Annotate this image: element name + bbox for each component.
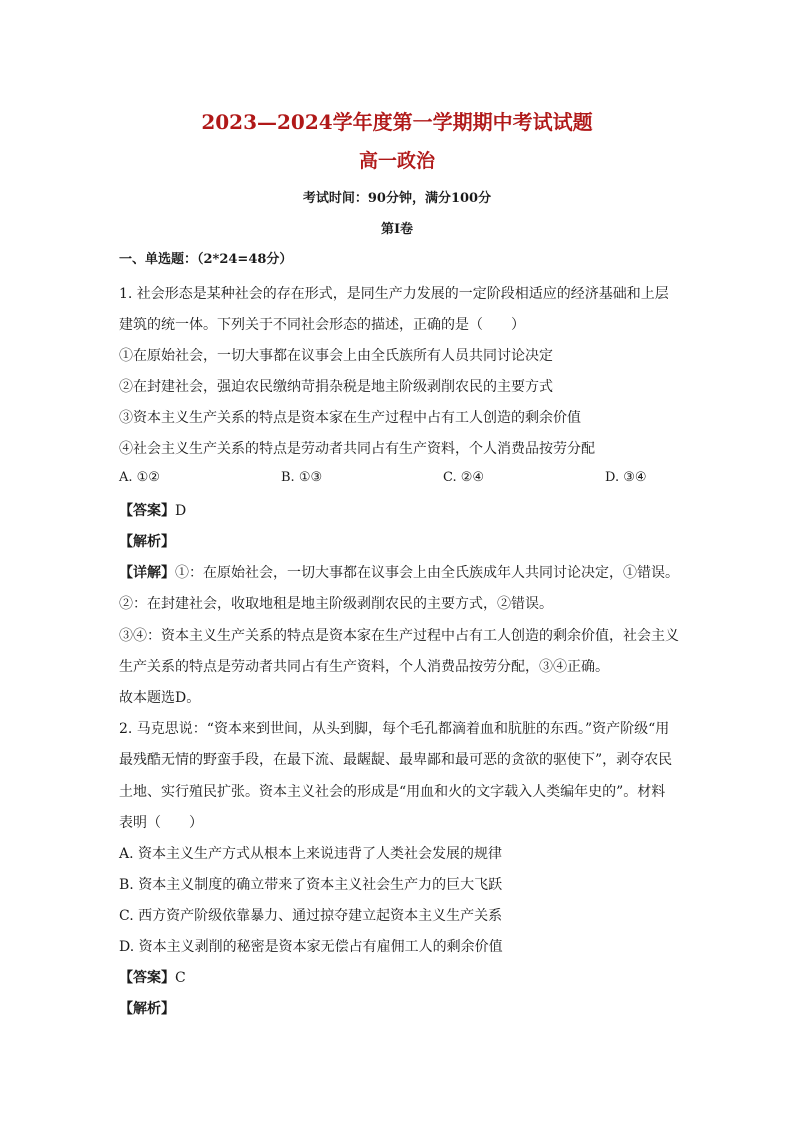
q2-stem-line2: 最残酷无情的野蛮手段，在最下流、最龌龊、最卑鄙和最可恶的贪欲的驱使下”，剥夺农民	[119, 752, 673, 768]
exam-title: 2023—2024学年度第一学期期中考试试题	[201, 110, 593, 134]
q1-detail-line1	[119, 562, 679, 582]
q2-stem-line1: 2. 马克思说：“资本来到世间，从头到脚，每个毛孔都滴着血和肮脏的东西。”资产阶级“用	[119, 721, 670, 737]
q1-item-2: ②在封建社会，强迫农民缴纳苛捐杂税是地主阶级剥削农民的主要方式	[119, 379, 553, 395]
q1-item-4: ④社会主义生产关系的特点是劳动者共同占有生产资料，个人消费品按劳分配	[119, 441, 595, 457]
q1-item-1: ①在原始社会，一切大事都在议事会上由全氏族所有人员共同讨论决定	[119, 348, 553, 364]
q1-item-3: ③资本主义生产关系的特点是资本家在生产过程中占有工人创造的剩余价值	[119, 410, 581, 426]
q2-option-a: A. 资本主义生产方式从根本上来说违背了人类社会发展的规律	[119, 846, 503, 862]
exam-info: 考试时间：90分钟，满分100分	[302, 191, 492, 206]
q1-answer	[119, 500, 186, 520]
q1-option-d: D. ③④	[605, 470, 647, 485]
q2-option-d: D. 资本主义剥削的秘密是资本家无偿占有雇佣工人的剩余价值	[119, 939, 503, 955]
volume-label: 第Ⅰ卷	[380, 222, 414, 237]
answer-value: D	[175, 503, 187, 519]
q1-stem-line2: 建筑的统一体。下列关于不同社会形态的描述，正确的是（ ）	[119, 317, 525, 333]
q1-detail-line4: 生产关系的特点是劳动者共同占有生产资料，个人消费品按劳分配，③④正确。	[119, 659, 609, 675]
answer-tag: 【答案】	[119, 970, 175, 986]
answer-value: C	[175, 970, 186, 986]
answer-tag: 【答案】	[119, 503, 175, 519]
q1-detail-line3: ③④：资本主义生产关系的特点是资本家在生产过程中占有工人创造的剩余价值，社会主义	[119, 628, 679, 644]
q1-option-a: A. ①②	[119, 470, 160, 485]
q2-option-b: B. 资本主义制度的确立带来了资本主义社会生产力的巨大飞跃	[119, 877, 503, 893]
subject-title: 高一政治	[358, 150, 435, 172]
detail-tag: 【详解】	[119, 565, 175, 581]
q2-answer	[119, 967, 186, 987]
q1-option-c: C. ②④	[443, 470, 485, 485]
q1-stem-line1: 1. 社会形态是某种社会的存在形式，是同生产力发展的一定阶段相适应的经济基础和上层	[119, 286, 669, 302]
q1-conclusion: 故本题选D。	[119, 690, 201, 706]
section-heading: 一、单选题：（2*24=48分）	[119, 252, 293, 267]
q1-option-b: B. ①③	[281, 470, 323, 485]
q2-option-c: C. 西方资产阶级依靠暴力、通过掠夺建立起资本主义生产关系	[119, 908, 503, 924]
q1-analysis-tag: 【解析】	[119, 534, 175, 550]
detail-text: ①：在原始社会，一切大事都在议事会上由全氏族成年人共同讨论决定，①错误。	[175, 565, 679, 581]
q1-detail-line2: ②：在封建社会，收取地租是地主阶级剥削农民的主要方式，②错误。	[119, 596, 553, 612]
q2-stem-line3: 土地、实行殖民扩张。资本主义社会的形成是“用血和火的文字载入人类编年史的”。材料	[119, 784, 666, 800]
q2-analysis-tag: 【解析】	[119, 1001, 175, 1017]
q2-stem-line4: 表明（ ）	[119, 815, 203, 831]
